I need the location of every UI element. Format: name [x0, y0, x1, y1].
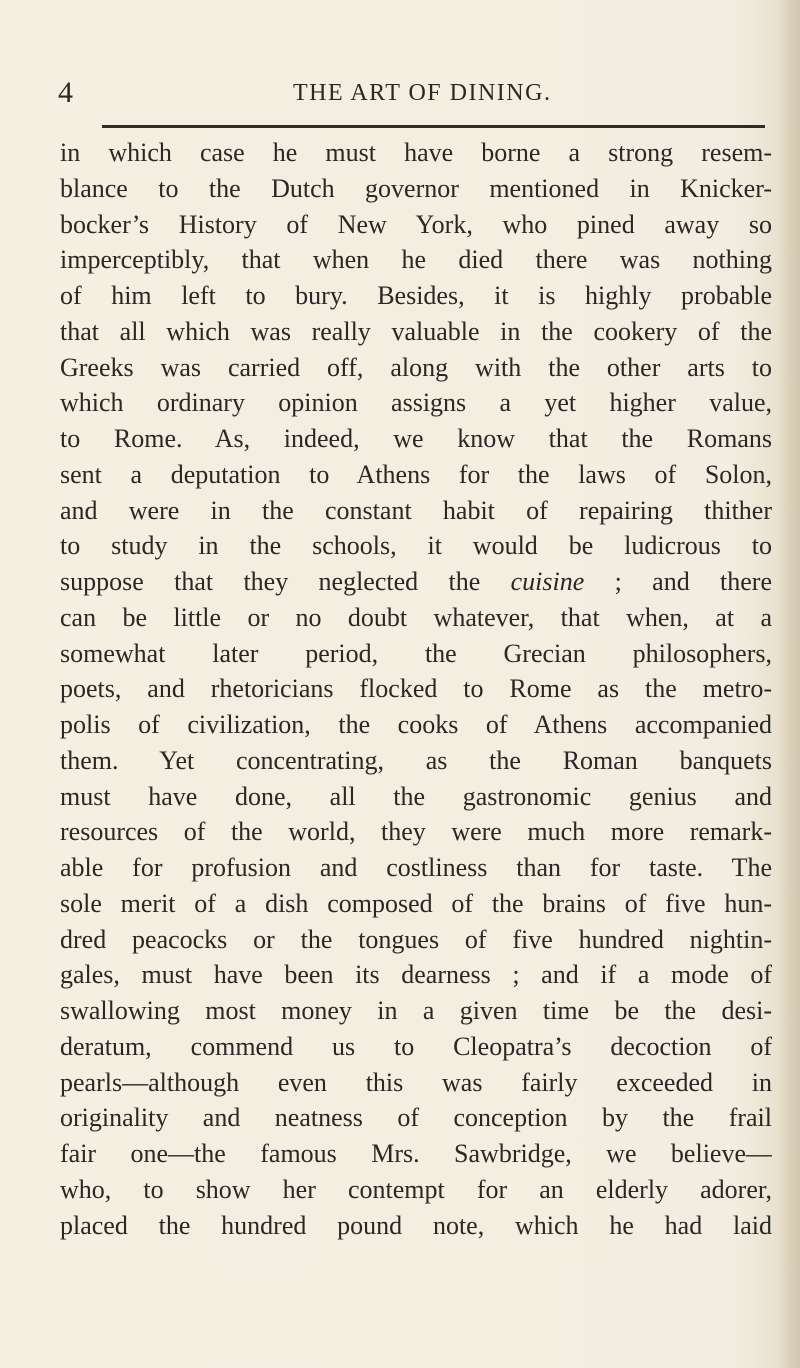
text-line-with-italic	[60, 564, 772, 600]
text-line: swallowing most money in a given time be the desi-	[60, 996, 772, 1025]
text-line: bocker’s History of New York, who pined away so	[60, 209, 772, 239]
text-line: and were in the constant habit of repairing thither	[60, 495, 772, 525]
text-line: imperceptibly, that when he died there was nothing	[60, 245, 772, 275]
text-line: in which case he must have borne a strong resem-	[60, 138, 772, 167]
text-line: placed the hundred pound note, which he had laid	[60, 1210, 772, 1240]
text-line: which ordinary opinion assigns a yet higher value,	[60, 388, 772, 418]
header-rule	[102, 125, 765, 128]
text-line: who, to show her contempt for an elderly adorer,	[60, 1174, 772, 1204]
text-line: pearls—although even this was fairly exceeded in	[60, 1067, 772, 1097]
page-header	[58, 76, 766, 110]
text-line: blance to the Dutch governor mentioned in Knicker-	[60, 173, 772, 203]
text-line: sent a deputation to Athens for the laws of Solon,	[60, 459, 772, 489]
text-line: Greeks was carried off, along with the other arts to	[60, 352, 772, 382]
line-text-before: suppose that they neglected the	[60, 567, 511, 596]
text-line: that all which was really valuable in the cookery of the	[60, 316, 772, 346]
italic-word-cuisine: cuisine	[510, 567, 585, 596]
text-line: resources of the world, they were much more remark-	[60, 817, 772, 847]
text-line: gales, must have been its dearness ; and if a mode of	[60, 960, 772, 990]
text-line: originality and neatness of conception by the frail	[60, 1103, 772, 1133]
text-line: them. Yet concentrating, as the Roman banquets	[60, 745, 772, 775]
text-line: dred peacocks or the tongues of five hundred nightin-	[60, 924, 772, 954]
running-title: THE ART OF DINING.	[293, 80, 552, 106]
text-line: sole merit of a dish composed of the brains of five hun-	[60, 888, 772, 918]
text-line: able for profusion and costliness than for taste. The	[60, 853, 772, 882]
text-line: to Rome. As, indeed, we know that the Romans	[60, 424, 772, 453]
text-line: poets, and rhetoricians flocked to Rome as the metro-	[60, 674, 772, 704]
text-line: fair one—the famous Mrs. Sawbridge, we believe—	[60, 1139, 772, 1168]
line-text-after: ; and there	[584, 567, 772, 596]
text-line: polis of civilization, the cooks of Athens accompanied	[60, 710, 772, 739]
text-line: can be little or no doubt whatever, that when, at a	[60, 602, 772, 632]
text-line: deratum, commend us to Cleopatra’s decoction of	[60, 1031, 772, 1061]
text-line: of him left to bury. Besides, it is highly probable	[60, 281, 772, 310]
body-text	[60, 135, 772, 1243]
text-line: must have done, all the gastronomic genius and	[60, 781, 772, 811]
text-line: to study in the schools, it would be ludicrous to	[60, 531, 772, 561]
page-edge-shadow	[778, 0, 800, 1368]
text-line: somewhat later period, the Grecian philosophers,	[60, 638, 772, 668]
page-number: 4	[58, 76, 73, 109]
